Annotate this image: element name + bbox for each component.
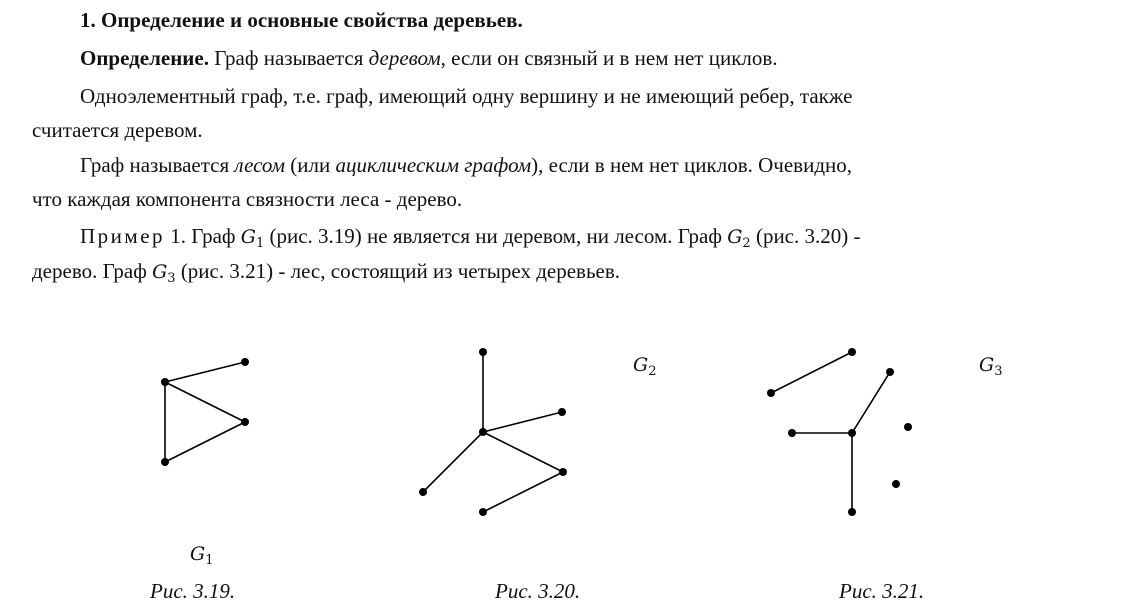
vertex: [904, 423, 912, 431]
vertex: [479, 348, 487, 356]
edge: [483, 472, 563, 512]
section-heading: 1. Определение и основные свойства деревьев.: [80, 8, 523, 32]
definition-text-before: Граф называется: [208, 46, 369, 70]
figure-caption-3-21: Рис. 3.21.: [839, 579, 925, 603]
definition-text-after: , если он связный и в нем нет циклов.: [440, 46, 778, 70]
example-line2-end: (рис. 3.21) - лес, состоящий из четырех деревьев.: [175, 259, 621, 283]
forest-term2: ациклическим графом: [335, 153, 532, 177]
edge: [771, 352, 852, 393]
example-g3: $G_3$: [152, 261, 176, 286]
vertex: [848, 348, 856, 356]
vertex: [241, 418, 249, 426]
example-g2: $G_2$: [727, 226, 751, 251]
example-text2: (рис. 3.20) -: [750, 224, 861, 248]
definition-label: Определение.: [80, 46, 209, 70]
edge: [165, 382, 245, 422]
figure-g3-label: $G_3$: [979, 354, 1003, 379]
figure-g1-label: $G_1$: [190, 543, 214, 568]
vertex: [479, 508, 487, 516]
vertex: [161, 458, 169, 466]
vertex: [892, 480, 900, 488]
edge: [423, 432, 483, 492]
vertex: [848, 508, 856, 516]
graph-g1: [161, 358, 249, 466]
figure-caption-3-20: Рис. 3.20.: [495, 579, 581, 603]
graph-g3: [767, 348, 912, 516]
example-text1: (рис. 3.19) не является ни деревом, ни лесом. Граф: [264, 224, 728, 248]
edge: [483, 412, 562, 432]
edge: [165, 422, 245, 462]
vertex: [161, 378, 169, 386]
vertex: [848, 429, 856, 437]
forest-line2: что каждая компонента связности леса - дерево.: [32, 187, 463, 211]
forest-before: Граф называется: [80, 153, 235, 177]
edge: [165, 362, 245, 382]
example-g1: $G_1$: [240, 226, 265, 251]
example-line2-start: дерево. Граф: [32, 259, 153, 283]
vertex: [479, 428, 487, 436]
vertex: [886, 368, 894, 376]
forest-after: ), если в нем нет циклов. Очевидно,: [531, 153, 852, 177]
edge: [852, 372, 890, 433]
figure-g2-label: $G_2$: [633, 354, 657, 379]
vertex: [419, 488, 427, 496]
forest-term1: лесом: [234, 153, 286, 177]
one-vertex-line2: считается деревом.: [32, 118, 203, 142]
one-vertex-line1: Одноэлементный граф, т.е. граф, имеющий одну вершину и не имеющий ребер, также: [80, 84, 853, 108]
forest-middle: (или: [285, 153, 336, 177]
example-number-text: 1. Граф: [165, 224, 241, 248]
vertex: [558, 408, 566, 416]
vertex: [788, 429, 796, 437]
edge: [483, 432, 563, 472]
definition-term: деревом: [368, 46, 441, 70]
example-label: Пример: [80, 224, 166, 248]
vertex: [559, 468, 567, 476]
vertex: [767, 389, 775, 397]
figure-caption-3-19: Рис. 3.19.: [150, 579, 236, 603]
graph-g2: [419, 348, 567, 516]
vertex: [241, 358, 249, 366]
